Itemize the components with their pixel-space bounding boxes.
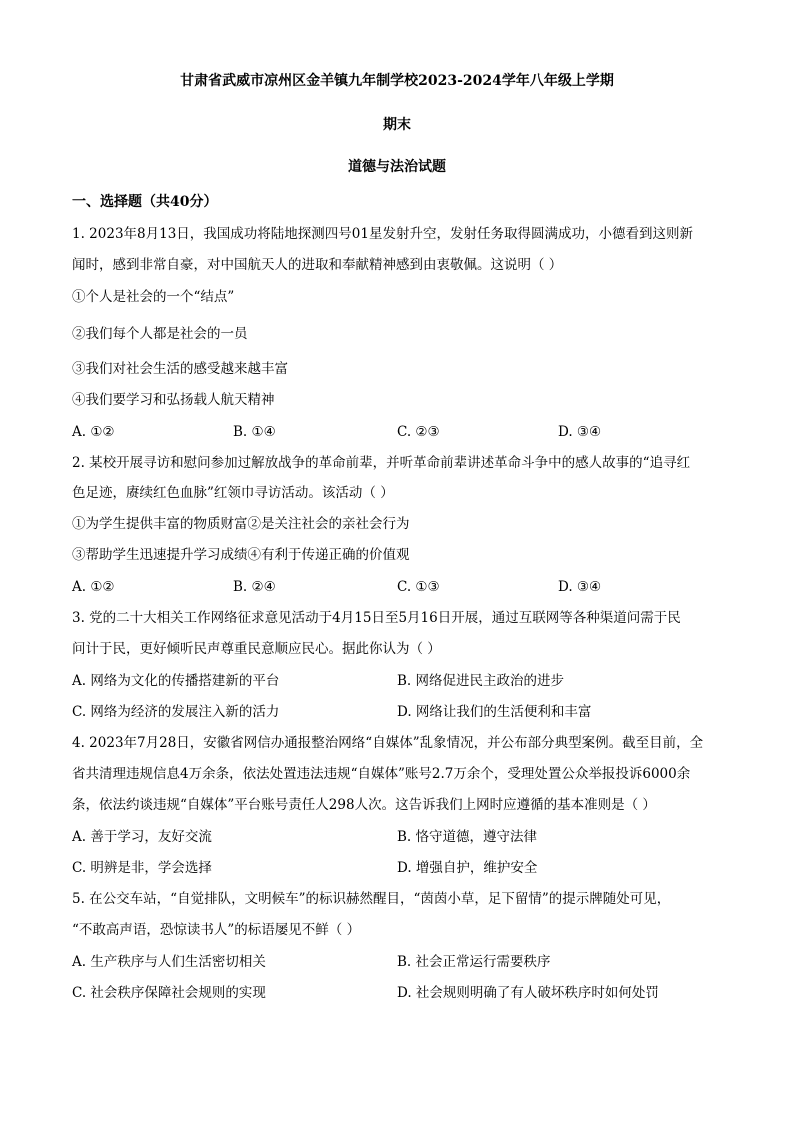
q1-item-1: ①个人是社会的一个“结点” — [72, 289, 235, 305]
q5-option-b: B. 社会正常运行需要秩序 — [397, 954, 551, 970]
q1-option-a: A. ①② — [72, 424, 115, 440]
q4-stem-line-3: 条，依法约谈违规“自媒体”平台账号责任人298人次。这告诉我们上网时应遵循的基本准则是（ ） — [72, 797, 656, 813]
q1-item-4: ④我们要学习和弘扬载人航天精神 — [72, 392, 275, 408]
q3-option-b: B. 网络促进民主政治的进步 — [397, 673, 565, 689]
section-heading: 一、选择题（共40分） — [72, 194, 218, 210]
exam-title-line-2: 期末 — [383, 117, 411, 133]
q4-option-d: D. 增强自护，维护安全 — [397, 860, 538, 876]
q5-stem-line-2: “不敢高声语，恐惊读书人”的标语屡见不鲜（ ） — [72, 922, 361, 938]
q2-item-row-1: ①为学生提供丰富的物质财富②是关注社会的亲社会行为 — [72, 516, 410, 532]
q4-option-b: B. 恪守道德，遵守法律 — [397, 829, 538, 845]
exam-title-line-1: 甘肃省武威市凉州区金羊镇九年制学校2023-2024学年八年级上学期 — [180, 73, 614, 89]
q2-item-row-2: ③帮助学生迅速提升学习成绩④有利于传递正确的价值观 — [72, 547, 410, 563]
q1-item-2: ②我们每个人都是社会的一员 — [72, 326, 248, 342]
q1-option-b: B. ①④ — [233, 424, 276, 440]
q3-stem-line-2: 问计于民，更好倾听民声尊重民意顺应民心。据此你认为（ ） — [72, 641, 441, 657]
q1-stem-line-1: 1. 2023年8月13日，我国成功将陆地探测四号01星发射升空，发射任务取得圆满成功，小德看到这则新 — [72, 226, 693, 242]
q1-option-d: D. ③④ — [558, 424, 602, 440]
exam-subject-title: 道德与法治试题 — [348, 159, 446, 175]
q1-stem-line-2: 闻时，感到非常自豪，对中国航天人的进取和奉献精神感到由衷敬佩。这说明（ ） — [72, 257, 563, 273]
q5-option-d: D. 社会规则明确了有人破坏秩序时如何处罚 — [397, 985, 659, 1001]
q2-option-d: D. ③④ — [558, 579, 602, 595]
q5-option-a: A. 生产秩序与人们生活密切相关 — [72, 954, 266, 970]
q2-option-b: B. ②④ — [233, 579, 276, 595]
q3-option-d: D. 网络让我们的生活便利和丰富 — [397, 704, 592, 720]
q1-item-3: ③我们对社会生活的感受越来越丰富 — [72, 361, 288, 377]
q3-stem-line-1: 3. 党的二十大相关工作网络征求意见活动于4月15日至5月16日开展，通过互联网等各种渠道问需于民 — [72, 610, 681, 626]
q5-option-c: C. 社会秩序保障社会规则的实现 — [72, 985, 266, 1001]
q2-option-a: A. ①② — [72, 579, 115, 595]
q4-option-c: C. 明辨是非，学会选择 — [72, 860, 212, 876]
q4-option-a: A. 善于学习，友好交流 — [72, 829, 212, 845]
q4-stem-line-1: 4. 2023年7月28日，安徽省网信办通报整治网络“自媒体”乱象情况，并公布部分典型案例。截至目前，全 — [72, 735, 704, 751]
q2-option-c: C. ①③ — [397, 579, 440, 595]
q3-option-a: A. 网络为文化的传播搭建新的平台 — [72, 673, 280, 689]
q3-option-c: C. 网络为经济的发展注入新的活力 — [72, 704, 280, 720]
q2-stem-line-1: 2. 某校开展寻访和慰问参加过解放战争的革命前辈，并听革命前辈讲述革命斗争中的感人故事的“追寻红 — [72, 455, 691, 471]
q5-stem-line-1: 5. 在公交车站，“自觉排队，文明候车”的标识赫然醒目，“茵茵小草，足下留情”的提示牌随处可见， — [72, 891, 671, 907]
q2-stem-line-2: 色足迹，赓续红色血脉”红领巾寻访活动。该活动（ ） — [72, 485, 394, 501]
q4-stem-line-2: 省共清理违规信息4万余条，依法处置违法违规“自媒体”账号2.7万余个，受理处置公众举报投诉6000余 — [72, 766, 691, 782]
q1-option-c: C. ②③ — [397, 424, 440, 440]
